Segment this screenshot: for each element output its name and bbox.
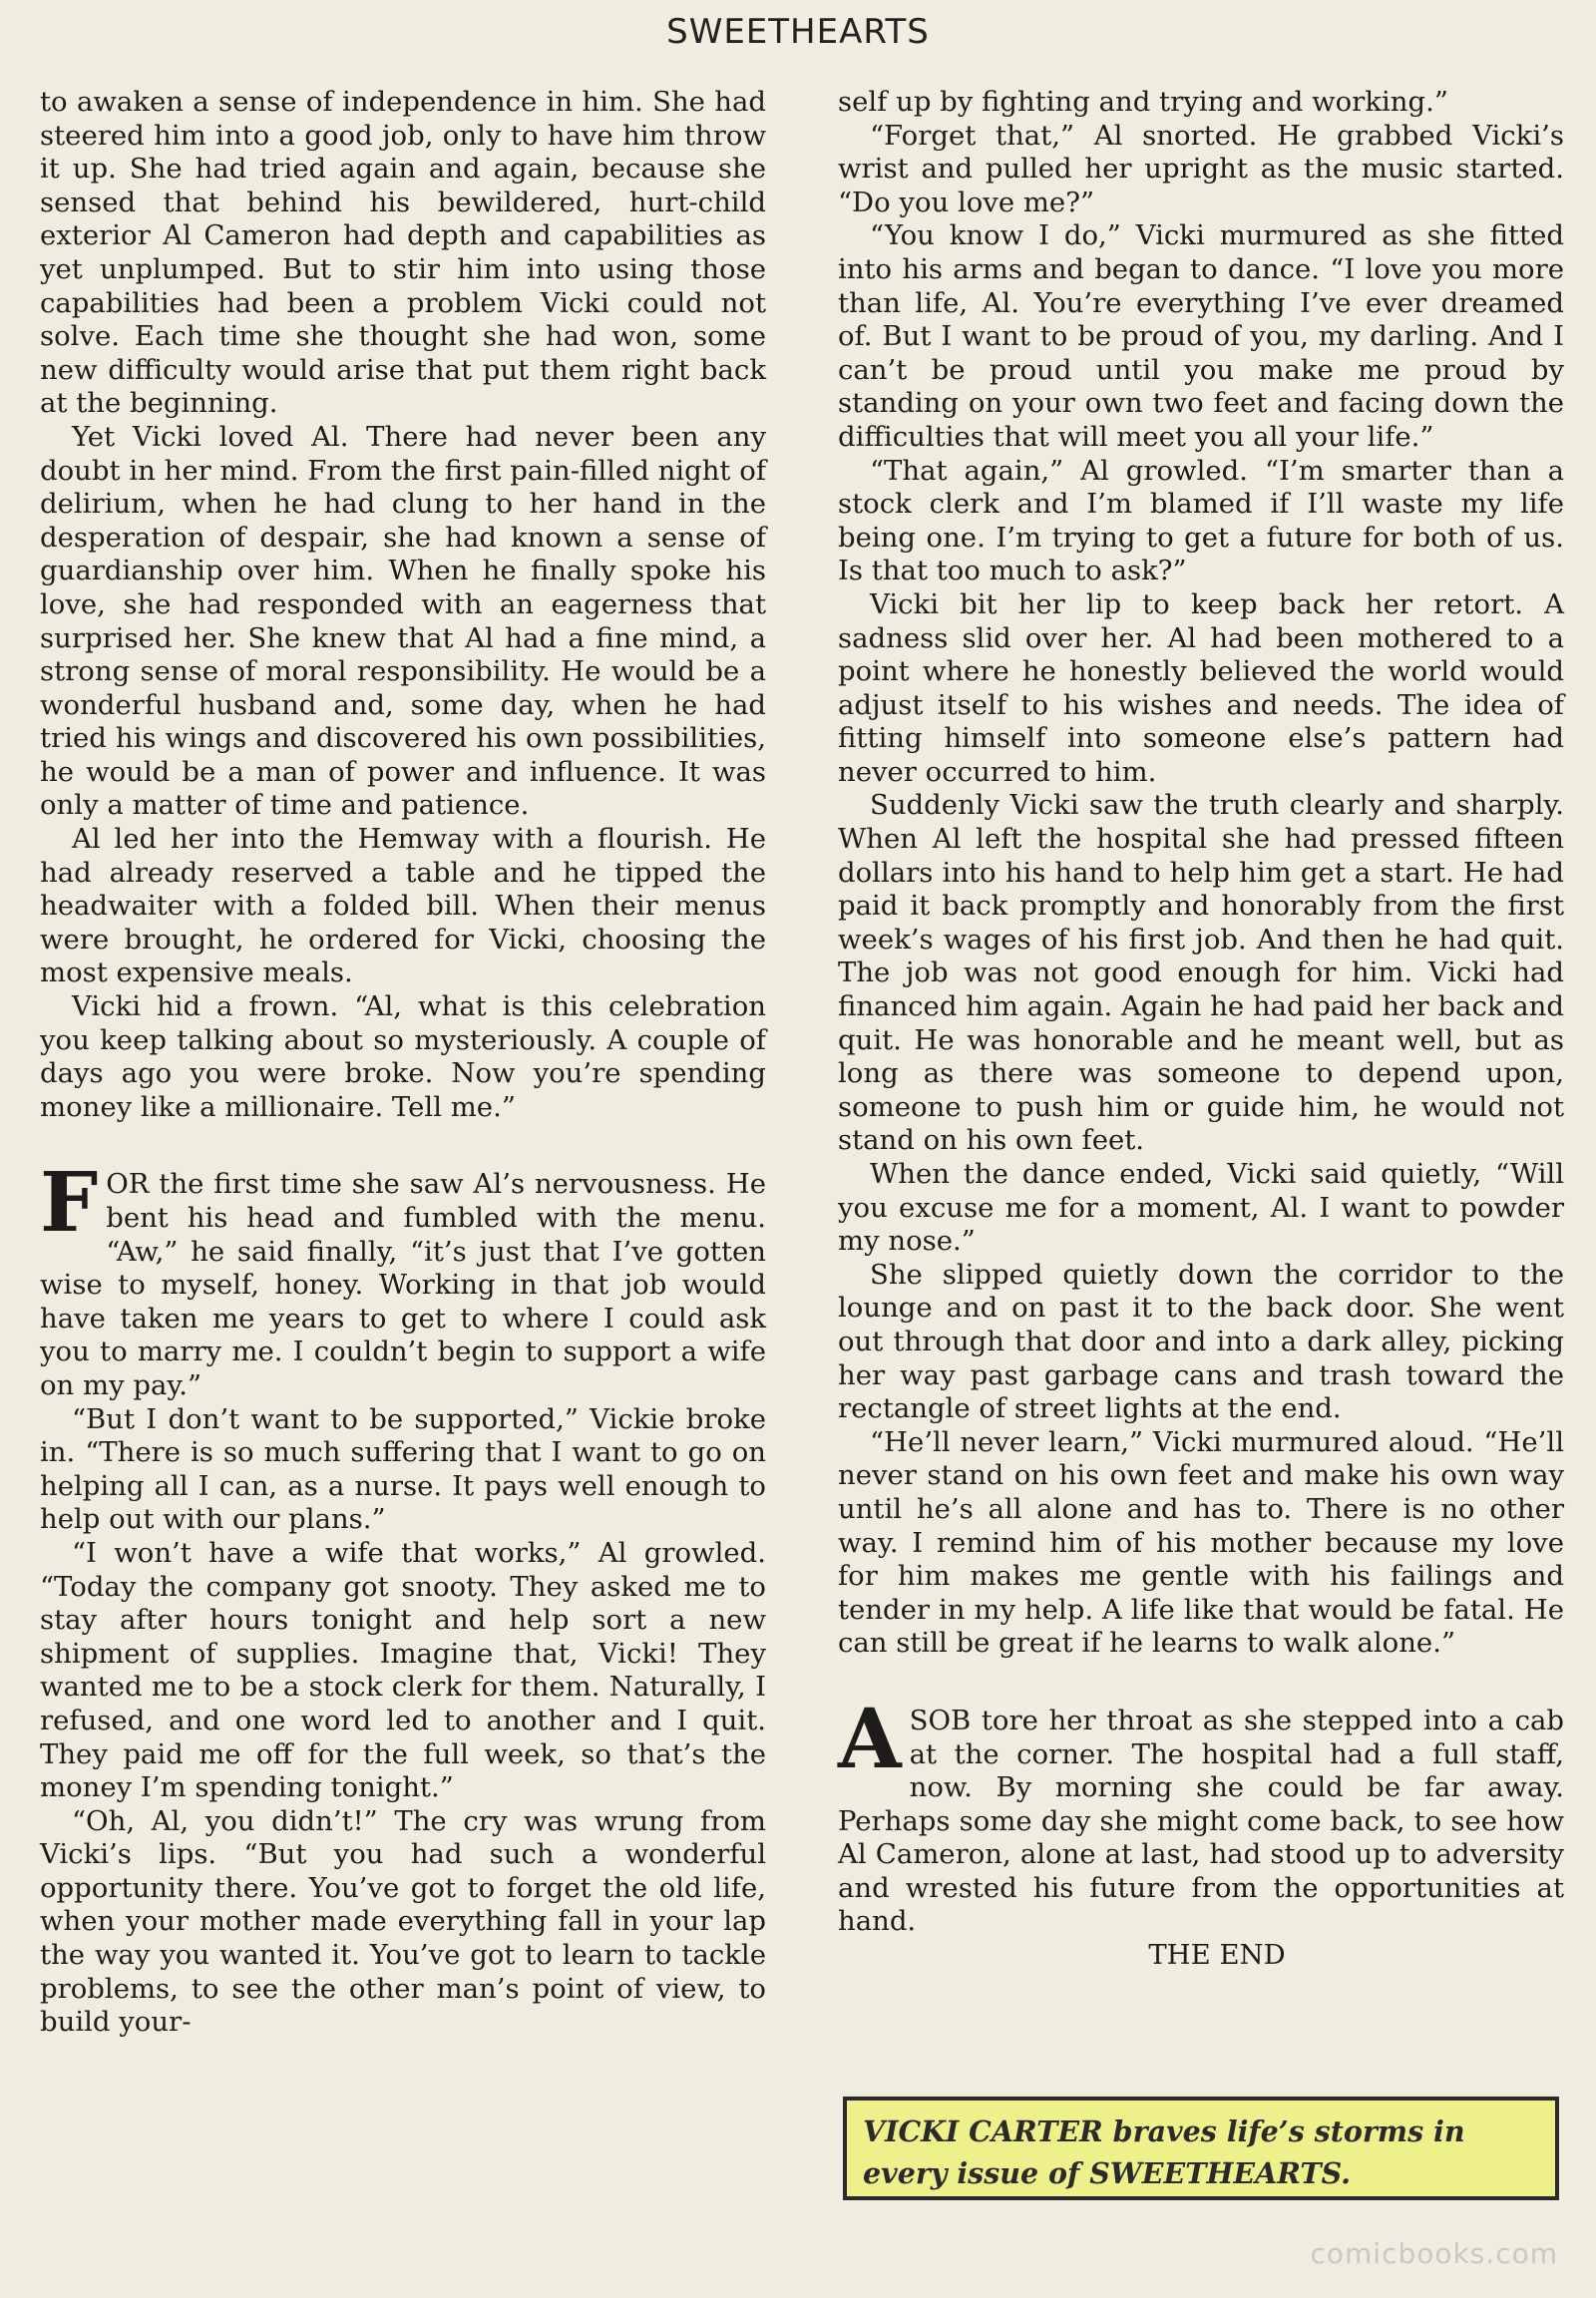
- promo-box: VICKI CARTER braves life’s storms in every issue of SWEETHEARTS.: [843, 2097, 1559, 2200]
- section-break: [838, 1691, 1564, 1939]
- paragraph: “I won’t have a wife that works,” Al growled. “Today the company got snooty. They asked me to stay after hours tonight and help sort a new shipment of supplies. Imagine that, Vicki! They wanted me to be a stock clerk for them. Naturally, I refused, and one word led to another and I quit. They paid me off for the full week, so that’s the money I’m spending tonight.”: [40, 1536, 766, 1804]
- right-column: [838, 86, 1564, 1973]
- paragraph: “That again,” Al growled. “I’m smarter than a stock clerk and I’m blamed if I’ll waste my life being one. I’m trying to get a future for both of us. Is that too much to ask?”: [838, 454, 1564, 587]
- paragraph: Vicki hid a frown. “Al, what is this celebration you keep talking about so mysteriously. A couple of days ago you were broke. Now you’re spending money like a millionaire. Tell me.”: [40, 990, 766, 1123]
- paragraph: “You know I do,” Vicki murmured as she fitted into his arms and began to dance. “I love you more than life, Al. You’re everything I’ve ever dreamed of. But I want to be proud of you, my darling. And I can’t be proud until you make me proud by standing on your own two feet and facing down the difficulties that will meet you all your life.”: [838, 219, 1564, 453]
- the-end-label: THE END: [1148, 1939, 1286, 1972]
- paragraph: Al led her into the Hemway with a flourish. He had already reserved a table and he tipped the headwaiter with a folded bill. When their menus were brought, he ordered for Vicki, choosing the most expensive meals.: [40, 823, 766, 989]
- left-column: [40, 86, 766, 2040]
- paragraph: to awaken a sense of independence in him. She had steered him into a good job, only to have him throw it up. She had tried again and again, because she sensed that behind his bewildered, hurt-child exterior Al Cameron had depth and capabilities as yet unplumped. But to stir him into using those capabilities had been a problem Vicki could not solve. Each time she thought she had won, some new difficulty would arise that put them right back at the beginning.: [40, 86, 766, 420]
- paragraph: She slipped quietly down the corridor to the lounge and on past it to the back door. She went out through that door and into a dark alley, picking her way past garbage cans and trash toward the rectangle of street lights at the end.: [838, 1258, 1564, 1425]
- paragraph: Yet Vicki loved Al. There had never been any doubt in her mind. From the first pain-filled night of delirium, when he had clung to her hand in the desperation of despair, she had known a sense of guardianship over him. When he finally spoke his love, she had responded with an eagerness that surprised her. She knew that Al had a fine mind, a strong sense of moral responsibility. He would be a wonderful husband and, some day, when he had tried his wings and discovered his own possibilities, he would be a man of power and influence. It was only a matter of time and patience.: [40, 420, 766, 822]
- paragraph: Vicki bit her lip to keep back her retort. A sadness slid over her. Al had been mothered to a point where he honestly believed the world would adjust itself to his wishes and needs. The idea of fitting himself into someone else’s pattern had never occurred to him.: [838, 587, 1564, 788]
- page-header: SWEETHEARTS: [666, 12, 930, 52]
- paragraph: “He’ll never learn,” Vicki murmured aloud. “He’ll never stand on his own feet and make his own way until he’s all alone and has to. There is no other way. I remind him of his mother because my love for him makes me gentle with his failings and tender in my help. A life like that would be fatal. He can still be great if he learns to walk alone.”: [838, 1425, 1564, 1660]
- paragraph: “But I don’t want to be supported,” Vickie broke in. “There is so much suffering that I want to go on helping all I can, as a nurse. It pays well enough to help out with our plans.”: [40, 1402, 766, 1536]
- paragraph: “Forget that,” Al snorted. He grabbed Vicki’s wrist and pulled her upright as the music started. “Do you love me?”: [838, 119, 1564, 218]
- paragraph: OR the first time she saw Al’s nervousness. He bent his head and fumbled with the menu. “Aw,” he said finally, “it’s just that I’ve gotten wise to myself, honey. Working in that job would have taken me years to get to where I could ask you to marry me. I couldn’t begin to support a wife on my pay.”: [40, 1168, 766, 1401]
- watermark: comicbooks.com: [1310, 2237, 1558, 2270]
- paragraph: SOB tore her throat as she stepped into a cab at the corner. The hospital had a full staff, now. By morning she could be far away. Perhaps some day she might come back, to see how Al Cameron, alone at last, had stood up to adversity and wrested his future from the opportunities at hand.: [838, 1704, 1564, 1938]
- drop-cap: A: [838, 1691, 902, 1787]
- drop-cap: F: [40, 1155, 99, 1252]
- paragraph: “Oh, Al, you didn’t!” The cry was wrung from Vicki’s lips. “But you had such a wonderful opportunity there. You’ve got to forget the old life, when your mother made everything fall in your lap the way you wanted it. You’ve got to learn to tackle problems, to see the other man’s point of view, to build your-: [40, 1804, 766, 2039]
- paragraph: When the dance ended, Vicki said quietly, “Will you excuse me for a moment, Al. I want to powder my nose.”: [838, 1158, 1564, 1258]
- section-break: [40, 1155, 766, 2039]
- paragraph: Suddenly Vicki saw the truth clearly and sharply. When Al left the hospital she had pressed fifteen dollars into his hand to help him get a start. He had paid it back promptly and honorably from the first week’s wages of his first job. And then he had quit. The job was not good enough for him. Vicki had financed him again. Again he had paid her back and quit. He was honorable and he meant well, but as long as there was someone to depend upon, someone to push him or guide him, he would not stand on his own feet.: [838, 789, 1564, 1157]
- paragraph: self up by fighting and trying and working.”: [838, 86, 1448, 118]
